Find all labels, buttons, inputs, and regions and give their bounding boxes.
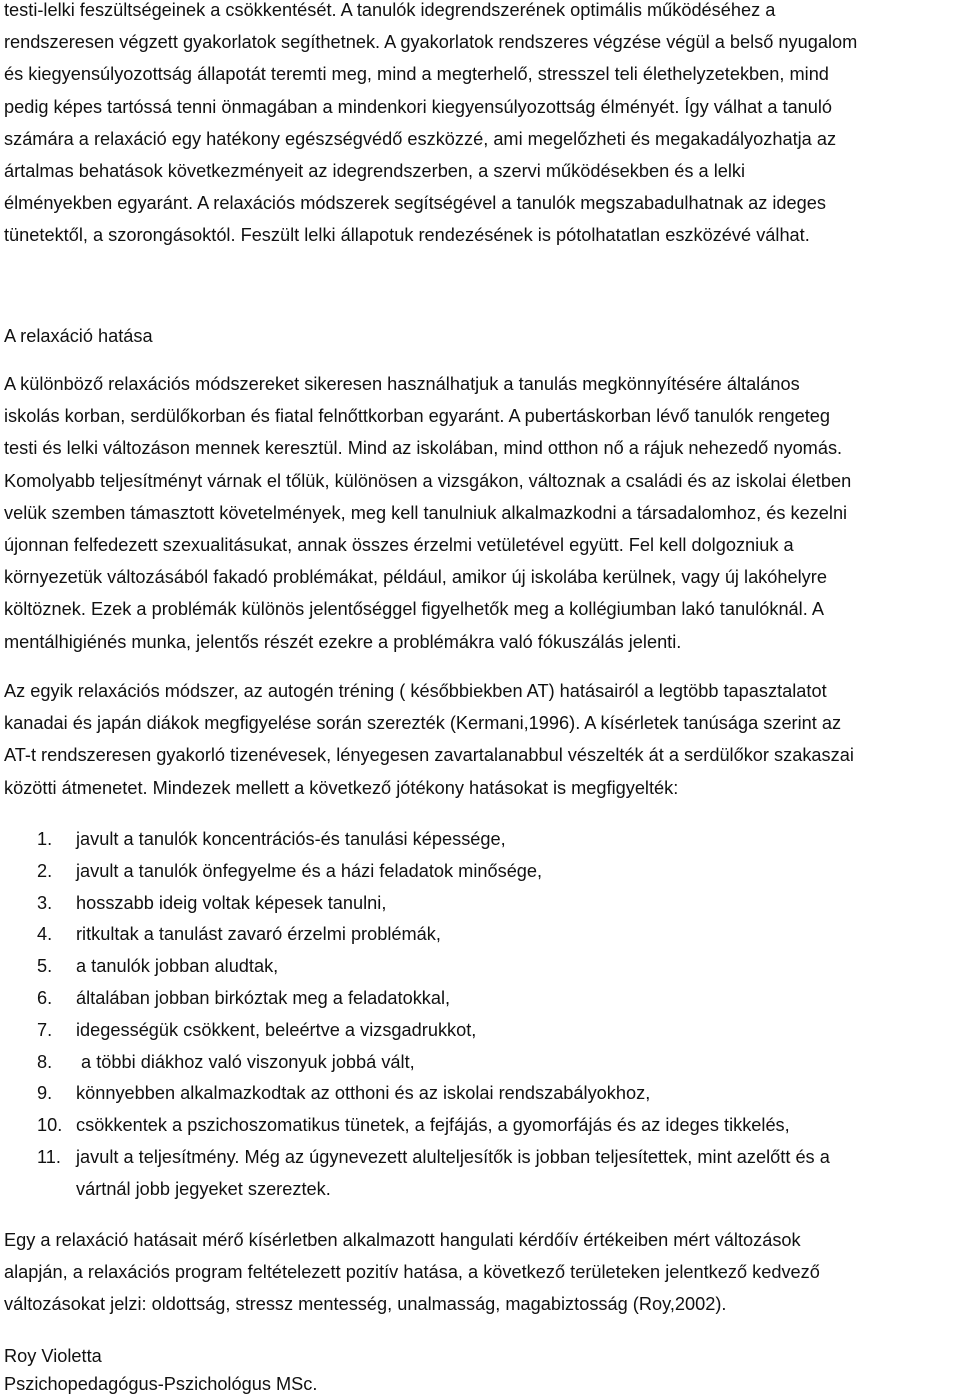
intro-paragraph xyxy=(4,0,956,252)
list-item-text xyxy=(76,951,278,983)
text-line: változásokat jelzi: oldottság, stressz mentesség, unalmasság, magabiztosság (Roy,2002). xyxy=(4,1294,727,1315)
text-line: testi és lelki változáson mennek keresztül. Mind az iskolában, mind otthon nő a rájuk nehezedő nyomás. xyxy=(4,438,843,459)
list-item-number: 7. xyxy=(37,1019,53,1040)
text-line: AT-t rendszeresen gyakorló tizenévesek, lényegesen zavartalanabbul vészelték át a serdülőkor szakaszai xyxy=(4,745,854,766)
list-item-number: 10. xyxy=(37,1115,63,1136)
text-line: könnyebben alkalmazkodtak az otthoni és az iskolai rendszabályokhoz, xyxy=(76,1083,651,1104)
list-item xyxy=(4,919,956,951)
list-item-number: 5. xyxy=(37,956,53,977)
text-line: Komolyabb teljesítményt várnak el tőlük, különösen a vizsgákon, változnak a családi és az iskolai életben xyxy=(4,470,852,491)
list-item xyxy=(4,888,956,920)
text-line: ritkultak a tanulást zavaró érzelmi problémák, xyxy=(76,924,441,945)
list-item-number: 8. xyxy=(37,1051,53,1072)
survey-paragraph xyxy=(4,1224,956,1321)
text-line: kanadai és japán diákok megfigyelése során szerezték (Kermani,1996). A kísérletek tanúsága szerint az xyxy=(4,713,842,734)
list-item-number: 11. xyxy=(37,1146,61,1167)
list-item-number: 9. xyxy=(37,1083,53,1104)
list-item xyxy=(4,1078,956,1110)
text-line: pedig képes tartóssá tenni önmagában a mindenkori kiegyensúlyozottság élményét. Így válhat a tanuló xyxy=(4,96,833,117)
text-line: testi-lelki feszültségeinek a csökkentését. A tanulók idegrendszerének optimális működéséhez a xyxy=(4,0,776,20)
text-line: újonnan felfedezett szexualitásukat, annak összes érzelmi vetületével együtt. Fel kell dolgozniuk a xyxy=(4,535,794,556)
text-line: közötti átmenetet. Mindezek mellett a következő jótékony hatásokat is megfigyelték: xyxy=(4,777,679,798)
text-line: költöznek. Ezek a problémák különös jelentőséggel figyelhetők meg a kollégiumban lakó tanulóknál. A xyxy=(4,599,824,620)
autogenic-training-paragraph xyxy=(4,675,956,804)
text-line: számára a relaxáció egy hatékony egészségvédő eszközzé, ami megelőzheti és megakadályozhatja az xyxy=(4,128,837,149)
text-line: ártalmas behatások következményeit az idegrendszerben, a szervi működésekben és a lelki xyxy=(4,161,746,182)
list-item-text xyxy=(76,1078,650,1110)
text-line: és kiegyensúlyozottság állapotát teremti meg, mind a megterhelő, stresszel teli élethelyzetekben, mind xyxy=(4,64,829,85)
list-item xyxy=(4,951,956,983)
list-item-text xyxy=(76,1110,790,1142)
list-item xyxy=(4,856,956,888)
text-line: hosszabb ideig voltak képesek tanulni, xyxy=(76,892,387,913)
text-line: iskolás korban, serdülőkorban és fiatal felnőttkorban egyaránt. A pubertáskorban lévő tanulók rengeteg xyxy=(4,406,831,427)
list-item xyxy=(4,983,956,1015)
text-line: rendszeresen végzett gyakorlatok segíthetnek. A gyakorlatok rendszeres végzése végül a belső nyugalom xyxy=(4,32,858,53)
effects-list xyxy=(4,824,956,1206)
text-line: a tanulók jobban aludtak, xyxy=(76,956,279,977)
author-name: Roy Violetta xyxy=(4,1346,102,1366)
list-item-text xyxy=(76,888,386,920)
list-item-number: 3. xyxy=(37,892,53,913)
list-item xyxy=(4,824,956,856)
text-line: vártnál jobb jegyeket szereztek. xyxy=(76,1178,331,1199)
text-line: idegességük csökkent, beleértve a vizsgadrukkot, xyxy=(76,1019,477,1040)
list-item-number: 2. xyxy=(37,860,53,881)
effects-paragraph xyxy=(4,368,956,658)
list-item-number: 6. xyxy=(37,987,53,1008)
text-line: Az egyik relaxációs módszer, az autogén tréning ( későbbiekben AT) hatásairól a legtöbb tapasztalatot xyxy=(4,681,827,701)
text-line: általában jobban birkóztak meg a feladatokkal, xyxy=(76,987,451,1008)
list-item xyxy=(4,1015,956,1047)
list-item-text xyxy=(76,1015,476,1047)
text-line: tünetektől, a szorongásoktól. Feszült lelki állapotuk rendezésének is pótolhatatlan eszközévé válhat. xyxy=(4,225,810,246)
list-item-text xyxy=(76,1047,415,1079)
text-line: élményekben egyaránt. A relaxációs módszerek segítségével a tanulók megszabadulhatnak az ideges xyxy=(4,193,826,214)
text-line: alapján, a relaxációs program feltételezett pozitív hatása, a következő területeken jelentkező kedvező xyxy=(4,1262,820,1283)
list-item-text xyxy=(76,856,542,888)
signature-block xyxy=(4,1342,317,1398)
text-line: a többi diákhoz való viszonyuk jobbá vált, xyxy=(76,1051,415,1072)
text-line: velük szemben támasztott követelmények, meg kell tanulniuk alkalmazkodni a társadalomhoz, és kezelni xyxy=(4,502,848,523)
text-line: Egy a relaxáció hatásait mérő kísérletben alkalmazott hangulati kérdőív értékeiben mért változások xyxy=(4,1230,801,1250)
list-item xyxy=(4,1142,956,1206)
text-line: mentálhigiénés munka, jelentős részét ezekre a problémákra való fókuszálás jelenti. xyxy=(4,631,682,652)
text-line: környezetük változásából fakadó problémákat, például, amikor új iskolába kerülnek, vagy új lakóhelyre xyxy=(4,567,827,588)
author-title: Pszichopedagógus-Pszichológus MSc. xyxy=(4,1374,318,1394)
list-item-text xyxy=(76,824,506,856)
list-item-text xyxy=(76,983,450,1015)
text-line: javult a tanulók önfegyelme és a házi feladatok minősége, xyxy=(76,860,543,881)
text-line: javult a teljesítmény. Még az úgynevezett alulteljesítők is jobban teljesítettek, mint azelőtt és a xyxy=(76,1146,830,1167)
list-item-number: 4. xyxy=(37,924,53,945)
list-item-text xyxy=(76,919,441,951)
text-line: A különböző relaxációs módszereket sikeresen használhatjuk a tanulás megkönnyítésére általános xyxy=(4,374,800,394)
section-heading: A relaxáció hatása xyxy=(4,326,153,346)
text-line: javult a tanulók koncentrációs-és tanulási képessége, xyxy=(76,829,506,849)
text-line: csökkentek a pszichoszomatikus tünetek, a fejfájás, a gyomorfájás és az ideges tikkelés, xyxy=(76,1115,790,1136)
list-item xyxy=(4,1047,956,1079)
list-item-text xyxy=(76,1142,830,1206)
list-item-number: 1. xyxy=(37,829,53,849)
list-item xyxy=(4,1110,956,1142)
